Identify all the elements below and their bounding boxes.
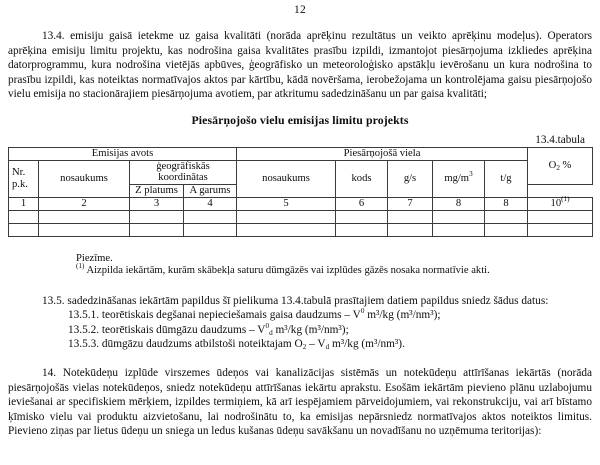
colnum-1: 1 — [9, 197, 39, 210]
table-column-number-row — [9, 197, 593, 210]
note-title: Piezīme. — [76, 252, 113, 264]
header-geographic-coordinates: ģeogrāfiskās koordinātas — [130, 160, 237, 184]
subitem-13-5-3-number: 13.5.3. — [68, 338, 100, 351]
mgm3-base: mg/m — [444, 173, 470, 185]
subitem-13-5-3-text-mid: – V — [306, 338, 326, 351]
colnum-10-base: 10 — [550, 198, 562, 210]
table-blank-row[interactable] — [9, 223, 593, 236]
colnum-6: 6 — [336, 197, 388, 210]
cell-blank[interactable] — [336, 210, 388, 223]
colnum-10-footnote-marker: (1) — [561, 195, 570, 204]
header-code: kods — [336, 160, 388, 197]
subitem-13-5-2-superscript: 0 — [265, 321, 270, 330]
cell-blank[interactable] — [433, 223, 485, 236]
note-body: Aizpilda iekārtām, kurām skābekļa saturu dūmgāzēs vai izplūdes gāzēs nosaka normatīvie akti. — [84, 264, 490, 276]
cell-blank[interactable] — [39, 223, 130, 236]
subitem-13-5-2 — [8, 323, 592, 338]
cell-blank[interactable] — [9, 210, 39, 223]
colnum-5: 5 — [237, 197, 336, 210]
subitem-13-5-3-subscript-d: d — [325, 343, 330, 352]
paragraph-14 — [8, 366, 592, 439]
section-13-5 — [8, 294, 592, 352]
subitem-13-5-1 — [8, 308, 592, 323]
colnum-2: 2 — [39, 197, 130, 210]
subitem-13-5-1-superscript: 0 — [360, 307, 365, 316]
table-title: Piesārņojošo vielu emisijas limitu projekts — [191, 112, 409, 127]
header-mg-per-m3 — [433, 160, 485, 197]
o2-rest: % — [559, 160, 572, 172]
cell-blank[interactable] — [336, 223, 388, 236]
header-longitude: A garums — [184, 184, 237, 197]
header-o2-percent — [528, 147, 593, 184]
subitem-13-5-2-subscript: d — [269, 328, 273, 337]
group-header-pollutant: Piesārņojošā viela — [237, 147, 528, 160]
header-tons-per-year: t/g — [485, 160, 528, 197]
subitem-13-5-3 — [8, 337, 592, 352]
paragraph-14-text: 14. Notekūdeņu izplūde virszemes ūdeņos vai kanalizācijas sistēmās un notekūdeņu attīrīšanas iekārtās (norāda piesārņojošās vielas notekūdeņos, sniedz notekūdeņu attīrīšanas iekārtu aprakstu. Esošām iekārtām pievieno plānu uzlabojumu ieviešanai ar specifiskiem mērķiem, izpildes termiņiem, kā arī iespējamiem pārveidojumiem, vai rekonstrukciju, vai arī bīstamo ķīmisko vielu vai produktu aizvietošanu, lai nodrošinātu to, ka emisijas nepārsniedz normatīvajos aktos noteiktos limitus. Pievieno ziņas par lietus ūdeņu un sniega un ledus kušanas ūdeņu savākšanu un novadīšanu no uzņēmuma teritorijas): — [8, 366, 592, 438]
header-nr-line1: Nr. — [12, 167, 26, 179]
table-note — [8, 253, 592, 278]
cell-blank[interactable] — [528, 223, 593, 236]
paragraph-13-5-intro-text: 13.5. sadedzināšanas iekārtām papildus šī pielikuma 13.4.tabulā prasītajiem datiem papildus sniedz šādus datus: — [42, 294, 549, 307]
subitem-13-5-2-number: 13.5.2. — [68, 323, 100, 336]
cell-blank[interactable] — [237, 210, 336, 223]
cell-blank[interactable] — [388, 223, 433, 236]
colnum-3: 3 — [130, 197, 184, 210]
cell-blank[interactable] — [485, 223, 528, 236]
o2-subscript: 2 — [556, 164, 560, 173]
note-footnote-marker: (1) — [76, 261, 85, 270]
cell-blank[interactable] — [9, 223, 39, 236]
subitem-13-5-2-units: m³/kg (m³/nm³); — [272, 323, 349, 336]
cell-blank[interactable] — [130, 210, 184, 223]
cell-blank[interactable] — [184, 210, 237, 223]
cell-blank[interactable] — [39, 210, 130, 223]
header-pollutant-name: nosaukums — [237, 160, 336, 197]
cell-blank[interactable] — [485, 210, 528, 223]
cell-blank[interactable] — [433, 210, 485, 223]
header-source-name: nosaukums — [39, 160, 130, 197]
subitem-list — [8, 308, 592, 352]
subitem-13-5-3-subscript-o2: 2 — [302, 343, 307, 352]
colnum-7: 7 — [388, 197, 433, 210]
cell-blank[interactable] — [184, 223, 237, 236]
table-blank-row[interactable] — [9, 210, 593, 223]
document-body — [0, 29, 600, 439]
header-nr-line2: p.k. — [12, 178, 28, 190]
colnum-8: 8 — [433, 197, 485, 210]
header-grams-per-second: g/s — [388, 160, 433, 197]
cell-blank[interactable] — [237, 223, 336, 236]
cell-blank[interactable] — [130, 223, 184, 236]
cell-blank[interactable] — [528, 210, 593, 223]
section-14 — [8, 366, 592, 439]
mgm3-superscript: 3 — [469, 170, 473, 179]
subitem-13-5-3-units: m³/kg (m³/nm³). — [329, 338, 405, 351]
paragraph-13-4 — [8, 29, 592, 102]
subitem-13-5-2-text: teorētiskais dūmgāzu daudzums – V — [101, 323, 266, 336]
table-header-row-1 — [9, 160, 593, 184]
header-latitude: Z platums — [130, 184, 184, 197]
emissions-limits-table — [8, 147, 593, 237]
table-group-header-row — [9, 147, 593, 160]
page-number: 12 — [294, 4, 306, 16]
paragraph-13-5-intro — [8, 294, 592, 309]
table-caption: 13.4.tabula — [535, 133, 585, 146]
subitem-13-5-1-units: m³/kg (m³/nm³); — [364, 309, 441, 322]
group-header-emission-source: Emisijas avots — [9, 147, 237, 160]
paragraph-13-4-text: 13.4. emisiju gaisā ietekme uz gaisa kvalitāti (norāda aprēķinu rezultātus un veikto aprēķinu modeļus). Operators aprēķina emisiju limitu projektu, kas nodrošina gaisa kvalitātes prasību izpildi, izmantojot piesārņojuma izkliedes aprēķina datorprogrammu, kura nodrošina vietējās apbūves, ģeogrāfisko un meteoroloģisko apstākļu ievērošanu un kura nodrošina to prasību izpildi, kas noteiktas normatīvajos aktos par kārtību, kādā novēršama, ierobežojama un kontrolējama gaisu piesārņojošo vielu emisija no stacionārajiem piesārņojuma avotiem, par atkritumu sadedzināšanu un par gaisa kvalitāti; — [8, 30, 592, 101]
note-text — [16, 261, 584, 278]
colnum-4: 4 — [184, 197, 237, 210]
subitem-13-5-1-text: teorētiskais degšanai nepieciešamais gaisa daudzums – V — [101, 309, 361, 322]
o2-base: O — [548, 160, 557, 172]
header-nr-pk — [9, 160, 39, 197]
subitem-13-5-3-text: dūmgāzu daudzums atbilstoši noteiktajam O — [101, 338, 303, 351]
cell-blank[interactable] — [388, 210, 433, 223]
colnum-10 — [528, 197, 593, 210]
subitem-13-5-1-number: 13.5.1. — [68, 309, 100, 322]
colnum-9: 8 — [485, 197, 528, 210]
